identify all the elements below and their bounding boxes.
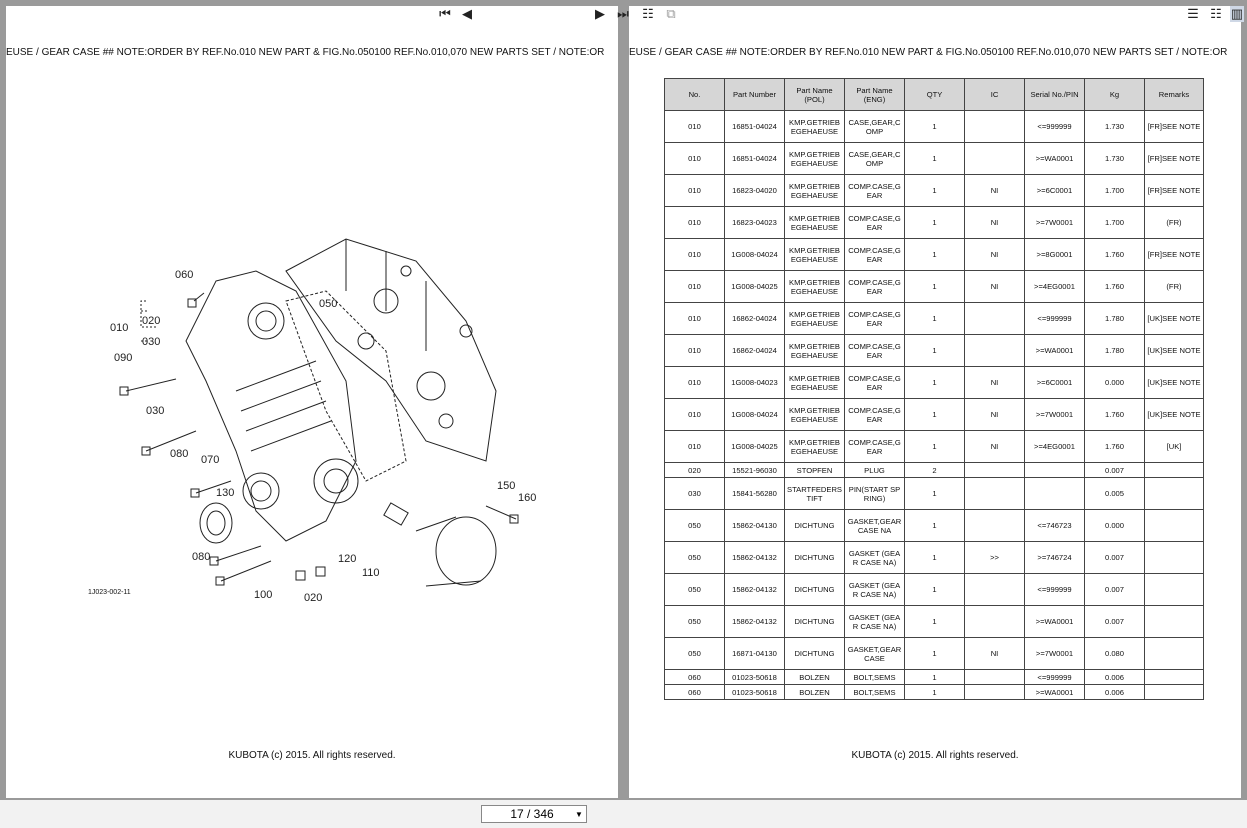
cell-remarks <box>1145 510 1204 542</box>
cell-serial <box>1025 463 1085 478</box>
cell-ic <box>965 685 1025 700</box>
cell-remarks <box>1145 670 1204 685</box>
cell-kg: 0.007 <box>1085 463 1145 478</box>
callout-060: 060 <box>175 269 194 281</box>
page-number-value: 17 / 346 <box>510 807 554 821</box>
cell-ic <box>965 478 1025 510</box>
cell-kg: 1.730 <box>1085 143 1145 175</box>
cell-kg: 1.760 <box>1085 399 1145 431</box>
cell-part-number: 01023-50618 <box>725 685 785 700</box>
cell-part-name-eng: COMP.CASE,GEAR <box>845 335 905 367</box>
cell-remarks: [FR]SEE NOTE <box>1145 239 1204 271</box>
callout-030b: 030 <box>146 405 165 417</box>
cell-part-name-pol: STOPFEN <box>785 463 845 478</box>
cell-serial: <=999999 <box>1025 111 1085 143</box>
cell-remarks <box>1145 685 1204 700</box>
callout-110: 110 <box>362 567 380 579</box>
cell-remarks: (FR) <box>1145 207 1204 239</box>
cell-serial: <=746723 <box>1025 510 1085 542</box>
cell-no: 010 <box>665 335 725 367</box>
table-row <box>665 143 1204 175</box>
cell-kg: 0.005 <box>1085 478 1145 510</box>
cell-part-name-eng: COMP.CASE,GEAR <box>845 431 905 463</box>
cell-remarks: [FR]SEE NOTE <box>1145 111 1204 143</box>
cell-ic: NI <box>965 399 1025 431</box>
cell-no: 020 <box>665 463 725 478</box>
cell-qty: 1 <box>905 685 965 700</box>
cell-no: 010 <box>665 175 725 207</box>
callout-010: 010 <box>110 322 129 334</box>
right-page <box>629 6 1241 798</box>
cell-qty: 1 <box>905 574 965 606</box>
cell-part-name-eng: BOLT,SEMS <box>845 685 905 700</box>
cell-part-name-eng: COMP.CASE,GEAR <box>845 367 905 399</box>
cell-part-name-eng: GASKET (GEAR CASE NA) <box>845 574 905 606</box>
cell-no: 050 <box>665 542 725 574</box>
cell-part-name-pol: KMP.GETRIEBEGEHAEUSE <box>785 335 845 367</box>
table-row <box>665 367 1204 399</box>
table-row <box>665 638 1204 670</box>
col-header-part-number: Part Number <box>725 79 785 111</box>
cell-qty: 1 <box>905 207 965 239</box>
table-row <box>665 431 1204 463</box>
cell-part-name-eng: CASE,GEAR,COMP <box>845 111 905 143</box>
cell-part-number: 1G008-04025 <box>725 271 785 303</box>
cell-part-name-eng: GASKET (GEAR CASE NA) <box>845 542 905 574</box>
cell-serial: >=WA0001 <box>1025 143 1085 175</box>
cell-part-name-eng: PLUG <box>845 463 905 478</box>
cell-serial: >=WA0001 <box>1025 606 1085 638</box>
callout-030: 030 <box>142 336 161 348</box>
cell-part-name-pol: DICHTUNG <box>785 574 845 606</box>
prev-page-icon[interactable]: ◀ <box>462 6 472 21</box>
continuous-view-icon[interactable]: ☷ <box>642 6 654 21</box>
cell-serial: <=999999 <box>1025 670 1085 685</box>
cell-serial: >=7W0001 <box>1025 638 1085 670</box>
col-header-serial: Serial No./PIN <box>1025 79 1085 111</box>
cell-no: 010 <box>665 431 725 463</box>
book-view-icon[interactable]: ▥ <box>1230 6 1244 21</box>
cell-part-number: 1G008-04024 <box>725 239 785 271</box>
table-row <box>665 399 1204 431</box>
cell-qty: 2 <box>905 463 965 478</box>
cell-no: 050 <box>665 606 725 638</box>
cell-remarks <box>1145 478 1204 510</box>
callout-050: 050 <box>319 298 338 310</box>
table-row <box>665 478 1204 510</box>
cell-part-number: 16851-04024 <box>725 111 785 143</box>
cell-no: 010 <box>665 239 725 271</box>
table-row <box>665 271 1204 303</box>
cell-kg: 0.080 <box>1085 638 1145 670</box>
cell-no: 030 <box>665 478 725 510</box>
cell-part-number: 16862-04024 <box>725 303 785 335</box>
callout-080b: 080 <box>192 551 211 563</box>
cell-remarks <box>1145 638 1204 670</box>
callout-080: 080 <box>170 448 189 460</box>
cell-part-name-pol: DICHTUNG <box>785 542 845 574</box>
cell-part-number: 16871-04130 <box>725 638 785 670</box>
cell-ic <box>965 670 1025 685</box>
cell-serial: >=746724 <box>1025 542 1085 574</box>
cell-part-name-pol: KMP.GETRIEBEGEHAEUSE <box>785 207 845 239</box>
table-row <box>665 510 1204 542</box>
cell-part-name-pol: KMP.GETRIEBEGEHAEUSE <box>785 303 845 335</box>
cell-part-number: 01023-50618 <box>725 670 785 685</box>
cell-remarks: [UK] <box>1145 431 1204 463</box>
cell-part-name-eng: COMP.CASE,GEAR <box>845 303 905 335</box>
cell-part-name-pol: KMP.GETRIEBEGEHAEUSE <box>785 175 845 207</box>
cell-serial: >=6C0001 <box>1025 175 1085 207</box>
callout-090: 090 <box>114 352 133 364</box>
cell-part-name-eng: COMP.CASE,GEAR <box>845 239 905 271</box>
cell-part-name-pol: DICHTUNG <box>785 638 845 670</box>
col-header-part-name-eng: Part Name (ENG) <box>845 79 905 111</box>
cell-part-name-eng: COMP.CASE,GEAR <box>845 175 905 207</box>
cell-qty: 1 <box>905 143 965 175</box>
cell-part-name-eng: GASKET,GEAR CASE NA <box>845 510 905 542</box>
cell-qty: 1 <box>905 303 965 335</box>
cell-part-number: 16851-04024 <box>725 143 785 175</box>
page-footer: KUBOTA (c) 2015. All rights reserved. <box>228 750 396 761</box>
cell-serial: >=WA0001 <box>1025 685 1085 700</box>
cell-no: 010 <box>665 111 725 143</box>
cell-part-number: 16823-04023 <box>725 207 785 239</box>
cell-part-name-pol: BOLZEN <box>785 670 845 685</box>
cell-part-name-eng: COMP.CASE,GEAR <box>845 271 905 303</box>
cell-kg: 1.700 <box>1085 207 1145 239</box>
cell-ic: NI <box>965 367 1025 399</box>
callout-150: 150 <box>497 480 516 492</box>
cell-remarks: [UK]SEE NOTE <box>1145 335 1204 367</box>
page-header-text: EUSE / GEAR CASE ## NOTE:ORDER BY REF.No.010 NEW PART & FIG.No.050100 REF.No.010,070 NEW PARTS SET / NOTE:OR <box>629 47 1228 58</box>
cell-qty: 1 <box>905 335 965 367</box>
table-row <box>665 670 1204 685</box>
cell-ic: NI <box>965 207 1025 239</box>
table-row <box>665 606 1204 638</box>
col-header-no: No. <box>665 79 725 111</box>
fit-view-icon[interactable]: ⧉ <box>666 6 676 21</box>
cell-ic: NI <box>965 431 1025 463</box>
cell-kg: 1.780 <box>1085 303 1145 335</box>
cell-serial: >=4EG0001 <box>1025 271 1085 303</box>
cell-part-number: 15521-96030 <box>725 463 785 478</box>
cell-kg: 0.006 <box>1085 670 1145 685</box>
cell-qty: 1 <box>905 367 965 399</box>
cell-part-name-pol: KMP.GETRIEBEGEHAEUSE <box>785 399 845 431</box>
cell-no: 010 <box>665 367 725 399</box>
last-page-icon[interactable]: ⏭ <box>617 6 629 21</box>
cell-part-name-pol: BOLZEN <box>785 685 845 700</box>
cell-serial: >=7W0001 <box>1025 207 1085 239</box>
figure-id: 1J023-002-11 <box>88 589 131 596</box>
cell-ic <box>965 303 1025 335</box>
cell-ic <box>965 111 1025 143</box>
cell-serial: >=7W0001 <box>1025 399 1085 431</box>
cell-ic <box>965 335 1025 367</box>
cell-remarks: [UK]SEE NOTE <box>1145 367 1204 399</box>
table-row <box>665 175 1204 207</box>
cell-part-name-pol: STARTFEDERSTIFT <box>785 478 845 510</box>
cell-serial: >=4EG0001 <box>1025 431 1085 463</box>
cell-part-name-eng: CASE,GEAR,COMP <box>845 143 905 175</box>
cell-ic <box>965 510 1025 542</box>
callout-020: 020 <box>142 315 161 327</box>
table-row <box>665 239 1204 271</box>
two-page-icon[interactable]: ☷ <box>1210 6 1222 21</box>
cell-kg: 0.007 <box>1085 606 1145 638</box>
cell-no: 010 <box>665 303 725 335</box>
cell-remarks <box>1145 606 1204 638</box>
cell-part-name-pol: DICHTUNG <box>785 606 845 638</box>
cell-part-name-eng: GASKET (GEAR CASE NA) <box>845 606 905 638</box>
cell-qty: 1 <box>905 239 965 271</box>
cell-serial <box>1025 478 1085 510</box>
cell-qty: 1 <box>905 271 965 303</box>
cell-remarks <box>1145 463 1204 478</box>
cell-serial: >=8G0001 <box>1025 239 1085 271</box>
cell-qty: 1 <box>905 478 965 510</box>
cell-kg: 1.760 <box>1085 431 1145 463</box>
callout-020b: 020 <box>304 592 323 604</box>
cell-no: 010 <box>665 207 725 239</box>
table-row <box>665 463 1204 478</box>
single-page-icon[interactable]: ☰ <box>1187 6 1199 21</box>
callout-160: 160 <box>518 492 537 504</box>
col-header-part-name-pol: Part Name (POL) <box>785 79 845 111</box>
cell-part-name-eng: BOLT,SEMS <box>845 670 905 685</box>
cell-no: 010 <box>665 271 725 303</box>
cell-ic <box>965 143 1025 175</box>
cell-part-number: 15841-56280 <box>725 478 785 510</box>
cell-part-number: 1G008-04023 <box>725 367 785 399</box>
parts-table <box>664 78 1204 700</box>
cell-part-name-pol: KMP.GETRIEBEGEHAEUSE <box>785 111 845 143</box>
cell-part-name-pol: KMP.GETRIEBEGEHAEUSE <box>785 367 845 399</box>
cell-kg: 1.780 <box>1085 335 1145 367</box>
cell-ic <box>965 463 1025 478</box>
cell-part-name-pol: KMP.GETRIEBEGEHAEUSE <box>785 271 845 303</box>
table-row <box>665 303 1204 335</box>
table-row <box>665 111 1204 143</box>
cell-kg: 1.760 <box>1085 239 1145 271</box>
page-header-text: EUSE / GEAR CASE ## NOTE:ORDER BY REF.No.010 NEW PART & FIG.No.050100 REF.No.010,070 NEW PARTS SET / NOTE:OR <box>6 47 605 58</box>
cell-ic <box>965 574 1025 606</box>
cell-kg: 0.007 <box>1085 542 1145 574</box>
cell-serial: <=999999 <box>1025 303 1085 335</box>
callout-100: 100 <box>254 589 273 601</box>
cell-kg: 1.730 <box>1085 111 1145 143</box>
cell-ic: >> <box>965 542 1025 574</box>
cell-part-number: 15862-04132 <box>725 542 785 574</box>
cell-no: 060 <box>665 685 725 700</box>
callout-120: 120 <box>338 553 357 565</box>
cell-kg: 0.000 <box>1085 510 1145 542</box>
cell-no: 050 <box>665 638 725 670</box>
cell-qty: 1 <box>905 510 965 542</box>
cell-kg: 1.760 <box>1085 271 1145 303</box>
cell-qty: 1 <box>905 175 965 207</box>
table-row <box>665 685 1204 700</box>
cell-remarks: [UK]SEE NOTE <box>1145 399 1204 431</box>
cell-ic: NI <box>965 175 1025 207</box>
cell-no: 010 <box>665 143 725 175</box>
page-footer: KUBOTA (c) 2015. All rights reserved. <box>851 750 1019 761</box>
cell-serial: <=999999 <box>1025 574 1085 606</box>
cell-part-name-pol: KMP.GETRIEBEGEHAEUSE <box>785 239 845 271</box>
cell-kg: 0.006 <box>1085 685 1145 700</box>
next-page-icon[interactable]: ▶ <box>595 6 605 21</box>
table-row <box>665 574 1204 606</box>
col-header-qty: QTY <box>905 79 965 111</box>
exploded-parts-diagram <box>86 231 537 611</box>
cell-qty: 1 <box>905 606 965 638</box>
cell-part-number: 15862-04132 <box>725 606 785 638</box>
cell-remarks: [FR]SEE NOTE <box>1145 143 1204 175</box>
page-number-input[interactable] <box>481 805 587 823</box>
chevron-down-icon[interactable]: ▼ <box>575 809 583 819</box>
cell-part-name-eng: COMP.CASE,GEAR <box>845 207 905 239</box>
col-header-ic: IC <box>965 79 1025 111</box>
cell-part-name-eng: PIN(START SPRING) <box>845 478 905 510</box>
cell-ic: NI <box>965 638 1025 670</box>
cell-no: 060 <box>665 670 725 685</box>
cell-qty: 1 <box>905 670 965 685</box>
cell-qty: 1 <box>905 542 965 574</box>
cell-no: 050 <box>665 510 725 542</box>
table-row <box>665 542 1204 574</box>
cell-serial: >=WA0001 <box>1025 335 1085 367</box>
cell-qty: 1 <box>905 638 965 670</box>
cell-remarks <box>1145 574 1204 606</box>
cell-kg: 1.700 <box>1085 175 1145 207</box>
cell-no: 050 <box>665 574 725 606</box>
cell-remarks <box>1145 542 1204 574</box>
cell-qty: 1 <box>905 399 965 431</box>
cell-part-name-eng: GASKET,GEAR CASE <box>845 638 905 670</box>
cell-ic <box>965 606 1025 638</box>
cell-ic: NI <box>965 271 1025 303</box>
cell-part-number: 16823-04020 <box>725 175 785 207</box>
cell-no: 010 <box>665 399 725 431</box>
cell-qty: 1 <box>905 431 965 463</box>
callout-070: 070 <box>201 454 220 466</box>
cell-ic: NI <box>965 239 1025 271</box>
cell-part-name-pol: DICHTUNG <box>785 510 845 542</box>
col-header-remarks: Remarks <box>1145 79 1204 111</box>
first-page-icon[interactable]: ⏮ <box>439 6 451 21</box>
cell-kg: 0.007 <box>1085 574 1145 606</box>
cell-remarks: (FR) <box>1145 271 1204 303</box>
cell-part-number: 15862-04130 <box>725 510 785 542</box>
table-row <box>665 207 1204 239</box>
cell-part-name-eng: COMP.CASE,GEAR <box>845 399 905 431</box>
callout-130: 130 <box>216 487 235 499</box>
cell-part-name-pol: KMP.GETRIEBEGEHAEUSE <box>785 143 845 175</box>
cell-remarks: [UK]SEE NOTE <box>1145 303 1204 335</box>
viewer-toolbar <box>0 800 1247 828</box>
cell-part-name-pol: KMP.GETRIEBEGEHAEUSE <box>785 431 845 463</box>
cell-part-number: 15862-04132 <box>725 574 785 606</box>
left-page <box>6 6 618 798</box>
table-row <box>665 335 1204 367</box>
table-header-row <box>665 79 1204 111</box>
col-header-kg: Kg <box>1085 79 1145 111</box>
cell-qty: 1 <box>905 111 965 143</box>
cell-part-number: 1G008-04025 <box>725 431 785 463</box>
cell-remarks: [FR]SEE NOTE <box>1145 175 1204 207</box>
cell-part-number: 16862-04024 <box>725 335 785 367</box>
cell-serial: >=6C0001 <box>1025 367 1085 399</box>
cell-kg: 0.000 <box>1085 367 1145 399</box>
cell-part-number: 1G008-04024 <box>725 399 785 431</box>
